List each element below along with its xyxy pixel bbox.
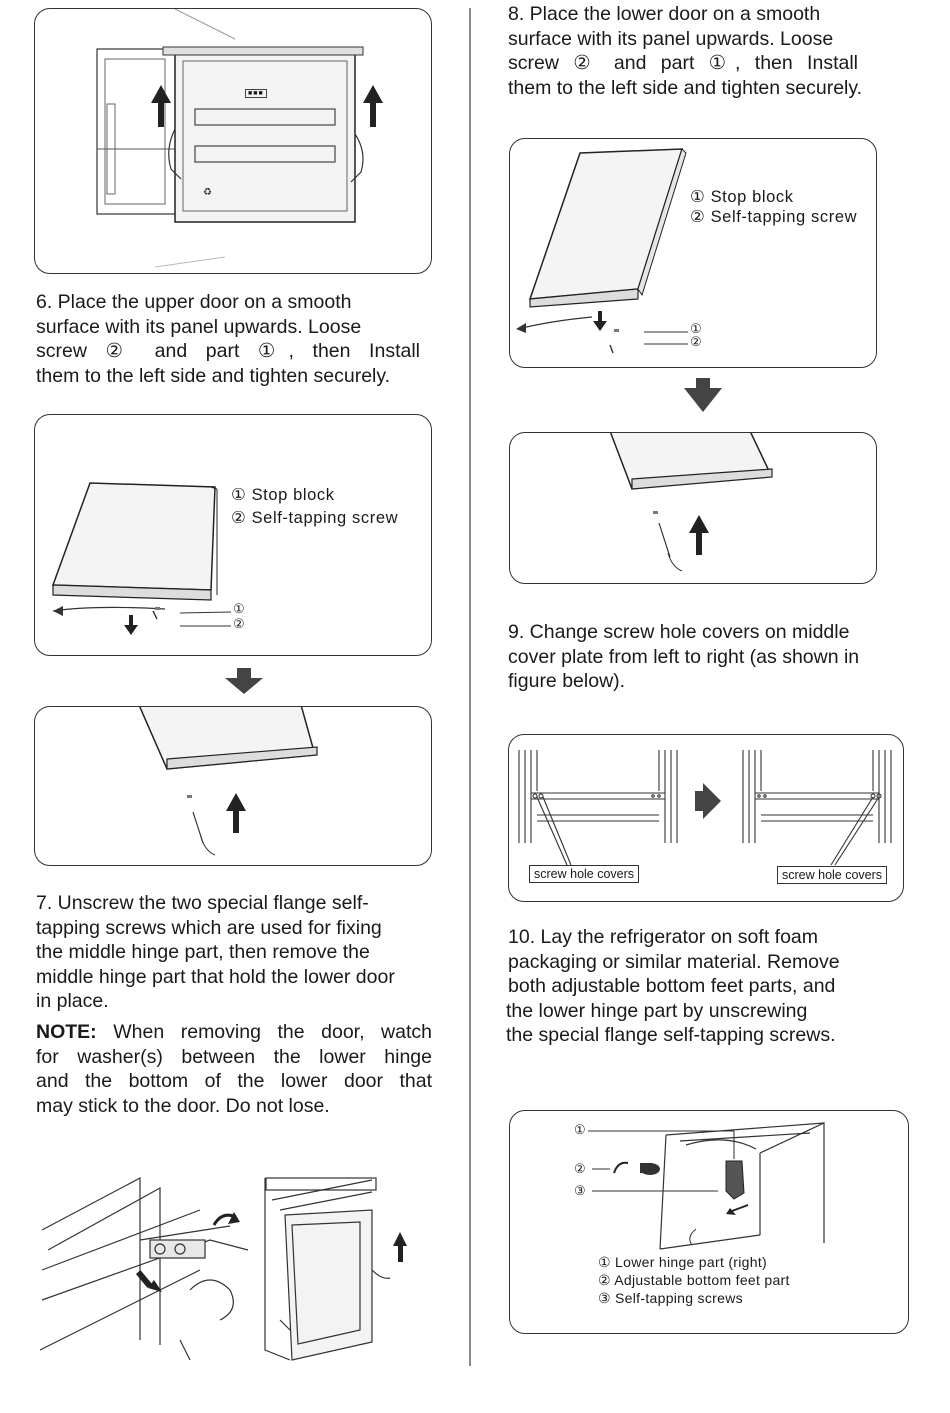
step6-callout-2: ②	[233, 616, 245, 631]
figure-screw-hole-covers	[508, 734, 904, 902]
step10-line: both adjustable bottom feet parts, and	[508, 975, 836, 997]
step7-line: in place.	[36, 990, 109, 1012]
step10-legend-lower-hinge: ① Lower hinge part (right)	[598, 1254, 767, 1270]
up-arrow-icon	[363, 85, 383, 127]
step6-legend-screw: ② Self-tapping screw	[231, 509, 399, 527]
step8-instructions	[508, 2, 894, 100]
step8-legend-screw: ② Self-tapping screw	[690, 208, 858, 226]
down-arrow-icon	[684, 378, 722, 412]
note-line: When removing the door, watch	[113, 1021, 433, 1043]
step8-line: them to the left side and tighten securely.	[508, 76, 863, 99]
step10-legend-feet: ② Adjustable bottom feet part	[598, 1272, 790, 1288]
right-arrow-icon	[695, 783, 721, 819]
note-line: for washer(s) between the lower hinge	[36, 1045, 432, 1068]
step10-line: packaging or similar material. Remove	[508, 950, 840, 973]
step7-note	[36, 1020, 432, 1118]
step7-line: 7. Unscrew the two special flange self-	[36, 892, 369, 914]
down-arrow-icon	[726, 1205, 748, 1215]
up-arrow-icon	[689, 515, 709, 555]
step8-line: screw ② and part ①, then Install	[508, 52, 858, 74]
step10-line: the lower hinge part by unscrewing	[506, 999, 808, 1022]
step7-line: the middle hinge part, then remove the	[36, 941, 370, 963]
step6-instructions	[36, 290, 420, 388]
step6-callout-1: ①	[233, 601, 245, 616]
step7-instructions	[36, 891, 436, 1014]
down-arrow-icon	[136, 1270, 162, 1292]
step10-callout-3: ③	[574, 1183, 586, 1198]
note-line: and the bottom of the lower door that	[36, 1070, 432, 1092]
recycle-icon: ♻	[203, 187, 212, 198]
step8-line: surface with its panel upwards. Loose	[508, 27, 834, 50]
figure-upper-door-install	[34, 706, 432, 866]
fridge-open-illustration	[35, 9, 431, 273]
column-divider	[469, 8, 471, 1366]
up-arrow-icon	[393, 1232, 407, 1262]
down-arrow-icon	[593, 311, 607, 331]
step6-line: screw ② and part ①, then Install	[36, 340, 420, 362]
step10-instructions	[508, 925, 908, 1048]
figure-lower-door-install	[509, 432, 877, 584]
figure-upper-door-loosen	[34, 414, 432, 656]
step6-line: them to the left side and tighten securely.	[36, 364, 391, 387]
step9-line: figure below).	[508, 670, 626, 692]
step8-callout-2: ②	[690, 334, 702, 349]
screw-hole-covers-label-right: screw hole covers	[777, 866, 887, 884]
down-arrow-icon	[225, 668, 263, 694]
step10-callout-1: ①	[574, 1122, 586, 1137]
note-label: NOTE:	[36, 1021, 97, 1043]
step10-legend-screws: ③ Self-tapping screws	[598, 1290, 743, 1306]
step10-callout-2: ②	[574, 1161, 586, 1176]
upper-door-install-illustration	[35, 707, 431, 865]
curved-arrow-icon	[214, 1212, 240, 1225]
step6-legend-stop-block: ① Stop block	[231, 486, 335, 504]
note-line: may stick to the door. Do not lose.	[36, 1094, 330, 1117]
step8-legend-stop-block: ① Stop block	[690, 188, 794, 206]
step9-line: 9. Change screw hole covers on middle	[508, 621, 850, 643]
figure-lower-hinge-removal	[509, 1110, 909, 1334]
panel-badge: ■■■	[245, 89, 267, 98]
screw-hole-covers-label-left: screw hole covers	[529, 865, 639, 883]
step6-line: surface with its panel upwards. Loose	[36, 315, 362, 338]
step9-line: cover plate from left to right (as shown in	[508, 645, 860, 668]
step9-instructions	[508, 620, 908, 694]
lower-door-install-illustration	[510, 433, 876, 583]
figure-remove-upper-door	[34, 8, 432, 274]
foot-part-icon	[640, 1163, 660, 1175]
curved-arrow-icon	[614, 1163, 628, 1173]
step6-line: 6. Place the upper door on a smooth	[36, 291, 352, 313]
figure-lower-door-loosen	[509, 138, 877, 368]
step8-line: 8. Place the lower door on a smooth	[508, 3, 821, 25]
step7-line: tapping screws which are used for fixing	[36, 916, 382, 939]
step10-line: the special flange self-tapping screws.	[506, 1024, 836, 1046]
up-arrow-icon	[226, 793, 246, 833]
step8-callout-1: ①	[690, 321, 702, 336]
down-arrow-icon	[124, 615, 138, 635]
step10-line: 10. Lay the refrigerator on soft foam	[508, 926, 819, 948]
step7-line: middle hinge part that hold the lower door	[36, 965, 395, 988]
up-arrow-icon	[151, 85, 171, 127]
